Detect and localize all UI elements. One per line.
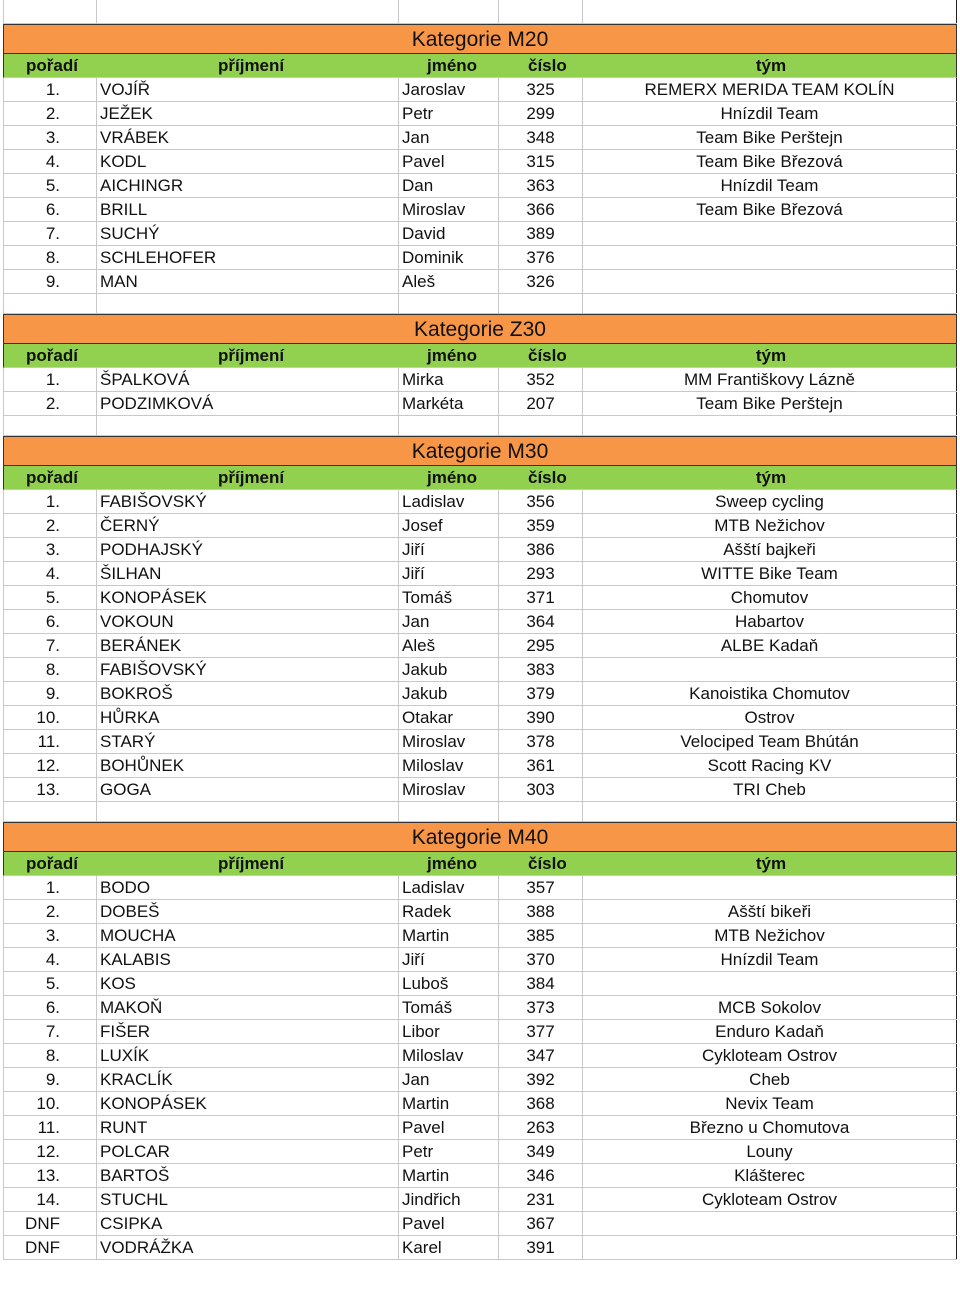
result-row [3,778,957,802]
result-row [3,1116,957,1140]
cell-tym [583,222,957,245]
cell-cislo: 391 [499,1236,583,1259]
cell-cislo: 370 [499,948,583,971]
cell-jmeno: Jakub [399,682,499,705]
cell-cislo: 207 [499,392,583,415]
cell-prijmeni: ŠPALKOVÁ [97,368,399,391]
header-poradi: pořadí [26,467,78,487]
cell-cislo: 383 [499,658,583,681]
cell-jmeno: Petr [399,102,499,125]
result-row [3,368,957,392]
result-row [3,924,957,948]
cell-cislo: 352 [499,368,583,391]
cell-prijmeni: MAN [97,270,399,293]
cell-cislo: 377 [499,1020,583,1043]
empty-cell [97,802,399,821]
cell-prijmeni: GOGA [97,778,399,801]
cell-tym: MM Františkovy Lázně [583,368,957,391]
blank-row [3,0,957,24]
cell-poradi: 12. [3,1140,97,1163]
cell-tym [583,270,957,293]
empty-cell [399,802,499,821]
cell-tym: REMERX MERIDA TEAM KOLÍN [583,78,957,101]
cell-tym: Kanoistika Chomutov [583,682,957,705]
cell-jmeno: Aleš [399,634,499,657]
cell-jmeno: Miroslav [399,730,499,753]
cell-prijmeni: BRILL [97,198,399,221]
result-row [3,270,957,294]
cell-jmeno: Pavel [399,1116,499,1139]
cell-cislo: 388 [499,900,583,923]
cell-tym: Březno u Chomutova [583,1116,957,1139]
empty-cell [3,0,97,23]
cell-cislo: 392 [499,1068,583,1091]
cell-tym: MTB Nežichov [583,514,957,537]
cell-tym: Team Bike Březová [583,198,957,221]
cell-prijmeni: KOS [97,972,399,995]
cell-poradi: 10. [3,706,97,729]
cell-jmeno: Aleš [399,270,499,293]
cell-cislo: 348 [499,126,583,149]
cell-jmeno: Jakub [399,658,499,681]
result-row [3,730,957,754]
cell-prijmeni: VOKOUN [97,610,399,633]
category-title-row [3,822,957,852]
cell-cislo: 263 [499,1116,583,1139]
result-row [3,948,957,972]
cell-cislo: 299 [499,102,583,125]
cell-tym: Hnízdil Team [583,948,957,971]
cell-prijmeni: SCHLEHOFER [97,246,399,269]
cell-tym [583,246,957,269]
cell-prijmeni: MOUCHA [97,924,399,947]
cell-jmeno: Jan [399,126,499,149]
cell-cislo: 373 [499,996,583,1019]
cell-jmeno: Dominik [399,246,499,269]
result-row [3,610,957,634]
blank-row [3,802,957,822]
cell-prijmeni: KRACLÍK [97,1068,399,1091]
cell-jmeno: Jindřich [399,1188,499,1211]
cell-poradi: 12. [3,754,97,777]
cell-jmeno: Pavel [399,150,499,173]
cell-jmeno: Markéta [399,392,499,415]
result-row [3,392,957,416]
cell-tym: Team Bike Březová [583,150,957,173]
column-header-row [3,344,957,368]
result-row [3,900,957,924]
result-row [3,876,957,900]
cell-cislo: 357 [499,876,583,899]
cell-poradi: 1. [3,78,97,101]
cell-jmeno: Martin [399,1092,499,1115]
cell-cislo: 385 [499,924,583,947]
result-row [3,634,957,658]
cell-tym: Habartov [583,610,957,633]
cell-jmeno: Jiří [399,562,499,585]
header-prijmeni: příjmení [218,345,285,365]
cell-cislo: 364 [499,610,583,633]
cell-prijmeni: BERÁNEK [97,634,399,657]
cell-poradi: 7. [3,634,97,657]
cell-jmeno: Jan [399,610,499,633]
cell-poradi: 9. [3,1068,97,1091]
cell-jmeno: Jiří [399,948,499,971]
cell-jmeno: Radek [399,900,499,923]
cell-poradi: 11. [3,1116,97,1139]
cell-poradi: 2. [3,514,97,537]
result-row [3,174,957,198]
category-title: Kategorie Z30 [414,318,546,341]
empty-cell [499,0,583,23]
cell-jmeno: Pavel [399,1212,499,1235]
cell-prijmeni: ŠILHAN [97,562,399,585]
header-jmeno: jméno [427,55,478,75]
cell-jmeno: Tomáš [399,996,499,1019]
cell-poradi: 3. [3,126,97,149]
cell-poradi: 1. [3,876,97,899]
empty-cell [583,294,957,313]
result-row [3,1188,957,1212]
cell-prijmeni: AICHINGR [97,174,399,197]
result-row [3,682,957,706]
cell-tym: MTB Nežichov [583,924,957,947]
cell-jmeno: Jan [399,1068,499,1091]
cell-cislo: 366 [499,198,583,221]
result-row [3,1236,957,1260]
cell-tym: Nevix Team [583,1092,957,1115]
cell-prijmeni: JEŽEK [97,102,399,125]
cell-cislo: 371 [499,586,583,609]
cell-jmeno: Otakar [399,706,499,729]
cell-prijmeni: PODHAJSKÝ [97,538,399,561]
cell-poradi: 3. [3,924,97,947]
cell-cislo: 325 [499,78,583,101]
cell-poradi: 3. [3,538,97,561]
cell-jmeno: Miloslav [399,754,499,777]
empty-cell [583,802,957,821]
cell-jmeno: Josef [399,514,499,537]
cell-poradi: 13. [3,778,97,801]
blank-row [3,416,957,436]
empty-cell [583,416,957,435]
cell-cislo: 390 [499,706,583,729]
cell-prijmeni: BOHŮNEK [97,754,399,777]
cell-poradi: 4. [3,562,97,585]
cell-prijmeni: VODRÁŽKA [97,1236,399,1259]
header-prijmeni: příjmení [218,55,285,75]
cell-cislo: 231 [499,1188,583,1211]
cell-tym: Enduro Kadaň [583,1020,957,1043]
header-cislo: číslo [528,853,567,873]
empty-cell [97,0,399,23]
cell-jmeno: Luboš [399,972,499,995]
empty-cell [3,802,97,821]
header-tym: tým [755,345,787,365]
empty-cell [399,416,499,435]
result-row [3,126,957,150]
result-row [3,586,957,610]
cell-tym [583,876,957,899]
cell-cislo: 303 [499,778,583,801]
result-row [3,1044,957,1068]
empty-cell [3,294,97,313]
result-row [3,1092,957,1116]
cell-cislo: 315 [499,150,583,173]
cell-poradi: 6. [3,198,97,221]
header-jmeno: jméno [427,345,478,365]
cell-prijmeni: LUXÍK [97,1044,399,1067]
header-poradi: pořadí [26,55,78,75]
cell-cislo: 349 [499,1140,583,1163]
cell-prijmeni: KONOPÁSEK [97,586,399,609]
header-poradi: pořadí [26,345,78,365]
cell-cislo: 368 [499,1092,583,1115]
cell-tym [583,1236,957,1259]
cell-prijmeni: BODO [97,876,399,899]
cell-prijmeni: ČERNÝ [97,514,399,537]
result-row [3,1164,957,1188]
cell-tym: WITTE Bike Team [583,562,957,585]
cell-cislo: 295 [499,634,583,657]
cell-poradi: 2. [3,900,97,923]
cell-jmeno: Miroslav [399,198,499,221]
cell-poradi: 5. [3,586,97,609]
cell-prijmeni: KALABIS [97,948,399,971]
cell-cislo: 384 [499,972,583,995]
cell-cislo: 389 [499,222,583,245]
result-row [3,972,957,996]
cell-cislo: 367 [499,1212,583,1235]
cell-tym: Team Bike Perštejn [583,126,957,149]
column-header-row [3,54,957,78]
cell-cislo: 376 [499,246,583,269]
cell-prijmeni: SUCHÝ [97,222,399,245]
cell-poradi: 11. [3,730,97,753]
cell-jmeno: Ladislav [399,876,499,899]
cell-jmeno: Martin [399,924,499,947]
result-row [3,562,957,586]
cell-jmeno: Petr [399,1140,499,1163]
cell-tym [583,658,957,681]
blank-row [3,294,957,314]
cell-tym: ALBE Kadaň [583,634,957,657]
cell-jmeno: Miroslav [399,778,499,801]
header-prijmeni: příjmení [218,467,285,487]
result-row [3,658,957,682]
cell-tym: Cykloteam Ostrov [583,1044,957,1067]
cell-jmeno: Tomáš [399,586,499,609]
empty-cell [97,294,399,313]
cell-prijmeni: DOBEŠ [97,900,399,923]
cell-jmeno: Dan [399,174,499,197]
results-sheet [3,0,957,1260]
result-row [3,538,957,562]
cell-prijmeni: VRÁBEK [97,126,399,149]
header-tym: tým [755,853,787,873]
cell-prijmeni: BOKROŠ [97,682,399,705]
header-tym: tým [755,55,787,75]
cell-jmeno: Jiří [399,538,499,561]
cell-tym: Hnízdil Team [583,174,957,197]
cell-jmeno: Miloslav [399,1044,499,1067]
cell-poradi: 5. [3,972,97,995]
cell-prijmeni: STUCHL [97,1188,399,1211]
cell-prijmeni: RUNT [97,1116,399,1139]
cell-poradi: 7. [3,222,97,245]
cell-tym: Team Bike Perštejn [583,392,957,415]
cell-poradi: 6. [3,610,97,633]
cell-poradi: 7. [3,1020,97,1043]
cell-tym [583,1212,957,1235]
cell-poradi: 4. [3,948,97,971]
category-title-row [3,24,957,54]
cell-tym [583,972,957,995]
cell-prijmeni: FIŠER [97,1020,399,1043]
cell-poradi: 14. [3,1188,97,1211]
cell-tym: Klášterec [583,1164,957,1187]
cell-cislo: 359 [499,514,583,537]
result-row [3,78,957,102]
header-jmeno: jméno [427,853,478,873]
cell-tym: Cykloteam Ostrov [583,1188,957,1211]
cell-jmeno: Mirka [399,368,499,391]
cell-cislo: 363 [499,174,583,197]
cell-poradi: 10. [3,1092,97,1115]
cell-prijmeni: POLCAR [97,1140,399,1163]
header-prijmeni: příjmení [218,853,285,873]
cell-cislo: 347 [499,1044,583,1067]
cell-poradi: 2. [3,102,97,125]
cell-tym: MCB Sokolov [583,996,957,1019]
cell-poradi: DNF [3,1236,97,1259]
result-row [3,1020,957,1044]
cell-poradi: 5. [3,174,97,197]
cell-tym: Chomutov [583,586,957,609]
result-row [3,1140,957,1164]
cell-poradi: 9. [3,270,97,293]
cell-cislo: 361 [499,754,583,777]
empty-cell [3,416,97,435]
result-row [3,514,957,538]
category-title-row [3,314,957,344]
result-row [3,102,957,126]
cell-cislo: 386 [499,538,583,561]
cell-cislo: 326 [499,270,583,293]
cell-poradi: 8. [3,658,97,681]
column-header-row [3,852,957,876]
cell-tym: Sweep cycling [583,490,957,513]
result-row [3,150,957,174]
cell-poradi: 8. [3,246,97,269]
cell-jmeno: Libor [399,1020,499,1043]
category-title: Kategorie M40 [411,826,549,849]
empty-cell [499,294,583,313]
header-cislo: číslo [528,467,567,487]
empty-cell [399,0,499,23]
cell-prijmeni: PODZIMKOVÁ [97,392,399,415]
result-row [3,996,957,1020]
result-row [3,706,957,730]
header-jmeno: jméno [427,467,478,487]
cell-tym: Velociped Team Bhútán [583,730,957,753]
cell-poradi: DNF [3,1212,97,1235]
cell-tym: Hnízdil Team [583,102,957,125]
cell-prijmeni: FABIŠOVSKÝ [97,658,399,681]
cell-poradi: 1. [3,490,97,513]
result-row [3,490,957,514]
cell-cislo: 293 [499,562,583,585]
cell-prijmeni: KONOPÁSEK [97,1092,399,1115]
cell-poradi: 2. [3,392,97,415]
cell-tym: Ašští bajkeři [583,538,957,561]
cell-prijmeni: FABIŠOVSKÝ [97,490,399,513]
cell-prijmeni: VOJÍŘ [97,78,399,101]
cell-jmeno: Ladislav [399,490,499,513]
empty-cell [499,802,583,821]
cell-jmeno: Karel [399,1236,499,1259]
empty-cell [97,416,399,435]
cell-poradi: 13. [3,1164,97,1187]
empty-cell [399,294,499,313]
result-row [3,1212,957,1236]
category-title-row [3,436,957,466]
cell-tym: Louny [583,1140,957,1163]
cell-cislo: 378 [499,730,583,753]
header-poradi: pořadí [26,853,78,873]
cell-poradi: 1. [3,368,97,391]
cell-tym: Ašští bikeři [583,900,957,923]
cell-cislo: 356 [499,490,583,513]
category-title: Kategorie M20 [411,28,549,51]
cell-cislo: 346 [499,1164,583,1187]
cell-jmeno: Martin [399,1164,499,1187]
cell-poradi: 8. [3,1044,97,1067]
header-cislo: číslo [528,345,567,365]
cell-jmeno: David [399,222,499,245]
header-tym: tým [755,467,787,487]
column-header-row [3,466,957,490]
result-row [3,246,957,270]
cell-prijmeni: BARTOŠ [97,1164,399,1187]
cell-poradi: 4. [3,150,97,173]
cell-prijmeni: CSIPKA [97,1212,399,1235]
result-row [3,222,957,246]
header-cislo: číslo [528,55,567,75]
cell-tym: Ostrov [583,706,957,729]
cell-tym: TRI Cheb [583,778,957,801]
cell-tym: Cheb [583,1068,957,1091]
cell-prijmeni: KODL [97,150,399,173]
cell-prijmeni: STARÝ [97,730,399,753]
empty-cell [499,416,583,435]
category-title: Kategorie M30 [411,440,549,463]
result-row [3,198,957,222]
cell-poradi: 6. [3,996,97,1019]
cell-cislo: 379 [499,682,583,705]
result-row [3,754,957,778]
cell-tym: Scott Racing KV [583,754,957,777]
cell-prijmeni: HŮRKA [97,706,399,729]
cell-jmeno: Jaroslav [399,78,499,101]
cell-prijmeni: MAKOŇ [97,996,399,1019]
cell-poradi: 9. [3,682,97,705]
empty-cell [583,0,957,23]
result-row [3,1068,957,1092]
